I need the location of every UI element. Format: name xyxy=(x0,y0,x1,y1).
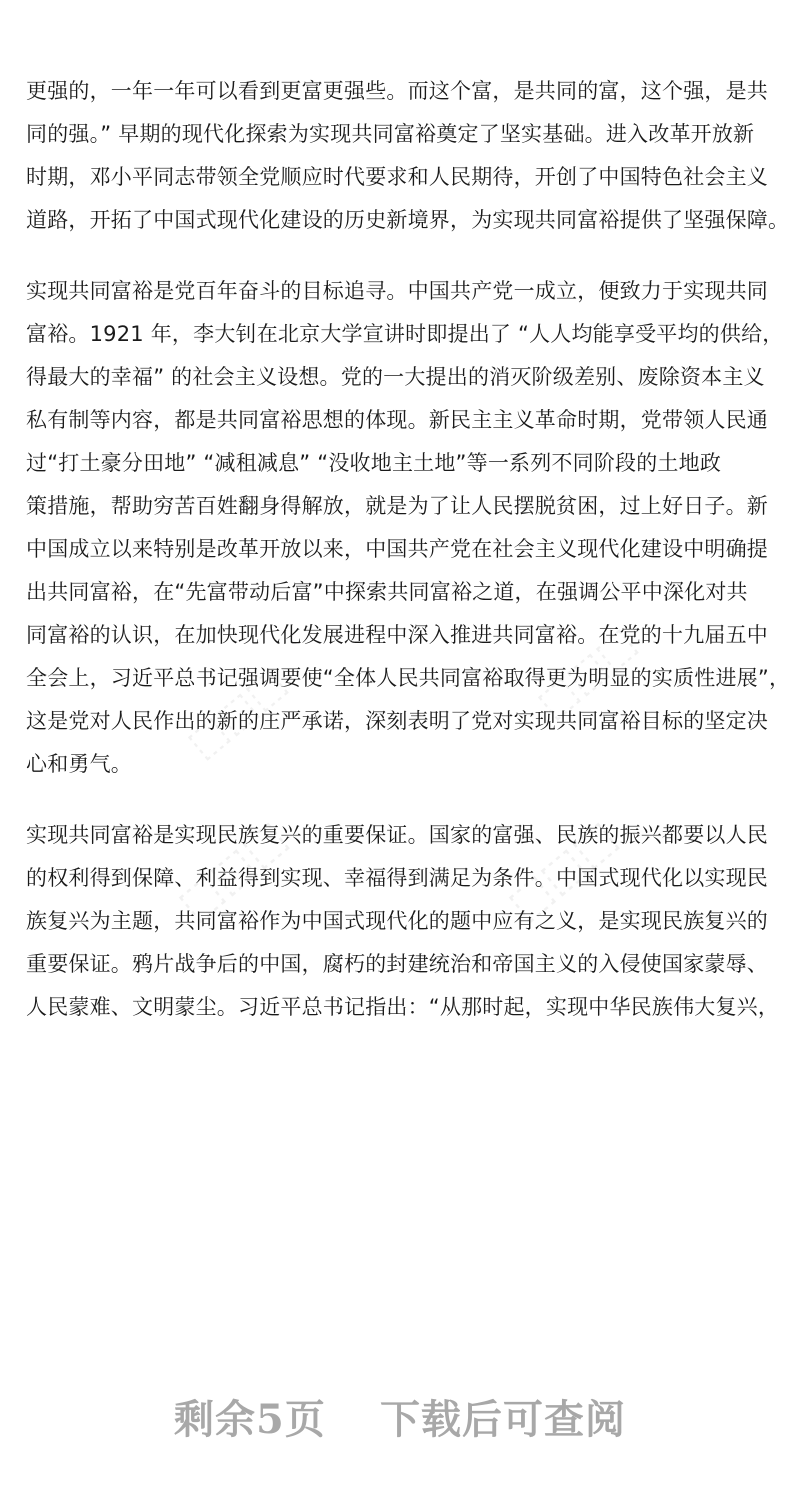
text-line: 实现共同富裕是实现民族复兴的重要保证。国家的富强、民族的振兴都要以人民 xyxy=(26,823,768,847)
text-line: 同富裕的认识，在加快现代化发展进程中深入推进共同富裕。在党的十九届五中 xyxy=(26,623,768,647)
paragraph-2 xyxy=(26,270,791,786)
paragraph-gap xyxy=(26,242,774,270)
watermark: ⬚⬚⬚ xyxy=(178,658,295,768)
text-line: 中国成立以来特别是改革开放以来，中国共产党在社会主义现代化建设中明确提 xyxy=(26,537,768,561)
text-line: 出共同富裕，在“先富带动后富”中探索共同富裕之道，在强调公平中深化对共 xyxy=(26,580,748,604)
text-line: 实现共同富裕是党百年奋斗的目标追寻。中国共产党一成立，便致力于实现共同 xyxy=(26,279,768,303)
text-line: 私有制等内容，都是共同富裕思想的体现。新民主主义革命时期，党带领人民通 xyxy=(26,408,768,432)
watermark: ⬚⬚⬚ xyxy=(498,810,627,931)
text-line: 策措施，帮助穷苦百姓翻身得解放，就是为了让人民摆脱贫困，过上好日子。新 xyxy=(26,494,768,518)
paragraph-gap xyxy=(26,786,774,814)
text-line: 道路，开拓了中国式现代化建设的历史新境界，为实现共同富裕提供了坚强保障。 xyxy=(26,208,790,232)
text-line: 族复兴为主题，共同富裕作为中国式现代化的题中应有之义，是实现民族复兴的 xyxy=(26,909,768,933)
text-line: 全会上，习近平总书记强调要使“全体人民共同富裕取得更为明显的实质性进展”， xyxy=(26,666,791,690)
text-line: 的权利得到保障、利益得到实现、幸福得到满足为条件。中国式现代化以实现民 xyxy=(26,866,768,890)
text-line: 更强的，一年一年可以看到更富更强些。而这个富，是共同的富，这个强，是共 xyxy=(26,79,768,103)
text-line: 人民蒙难、文明蒙尘。习近平总书记指出：“从那时起，实现中华民族伟大复兴， xyxy=(26,995,780,1019)
paragraph-1 xyxy=(26,70,790,242)
download-banner[interactable] xyxy=(0,1390,800,1450)
article-body xyxy=(26,70,791,1029)
text-line: 过“打土豪分田地” “减租减息” “没收地主土地”等一系列不同阶段的土地政 xyxy=(26,451,722,475)
watermark: ⬚⬚⬚ xyxy=(168,810,297,931)
watermark: ⬚⬚⬚ xyxy=(528,618,645,728)
paragraph-3 xyxy=(26,814,780,1029)
text-line: 时期，邓小平同志带领全党顺应时代要求和人民期待，开创了中国特色社会主义 xyxy=(26,165,768,189)
text-line: 心和勇气。 xyxy=(26,752,132,776)
remaining-pages-label: 剩余5页 xyxy=(173,1396,326,1443)
text-line: 这是党对人民作出的新的庄严承诺，深刻表明了党对实现共同富裕目标的坚定决 xyxy=(26,709,768,733)
text-line: 得最大的幸福” 的社会主义设想。党的一大提出的消灭阶级差别、废除资本主义 xyxy=(26,365,765,389)
text-line: 同的强。” 早期的现代化探索为实现共同富裕奠定了坚实基础。进入改革开放新 xyxy=(26,122,755,146)
text-line: 重要保证。鸦片战争后的中国，腐朽的封建统治和帝国主义的入侵使国家蒙辱、 xyxy=(26,952,768,976)
text-line: 富裕。1921 年，李大钊在北京大学宣讲时即提出了 “人人均能享受平均的供给， xyxy=(26,322,784,346)
download-prompt-label: 下载后可查阅 xyxy=(380,1396,627,1443)
